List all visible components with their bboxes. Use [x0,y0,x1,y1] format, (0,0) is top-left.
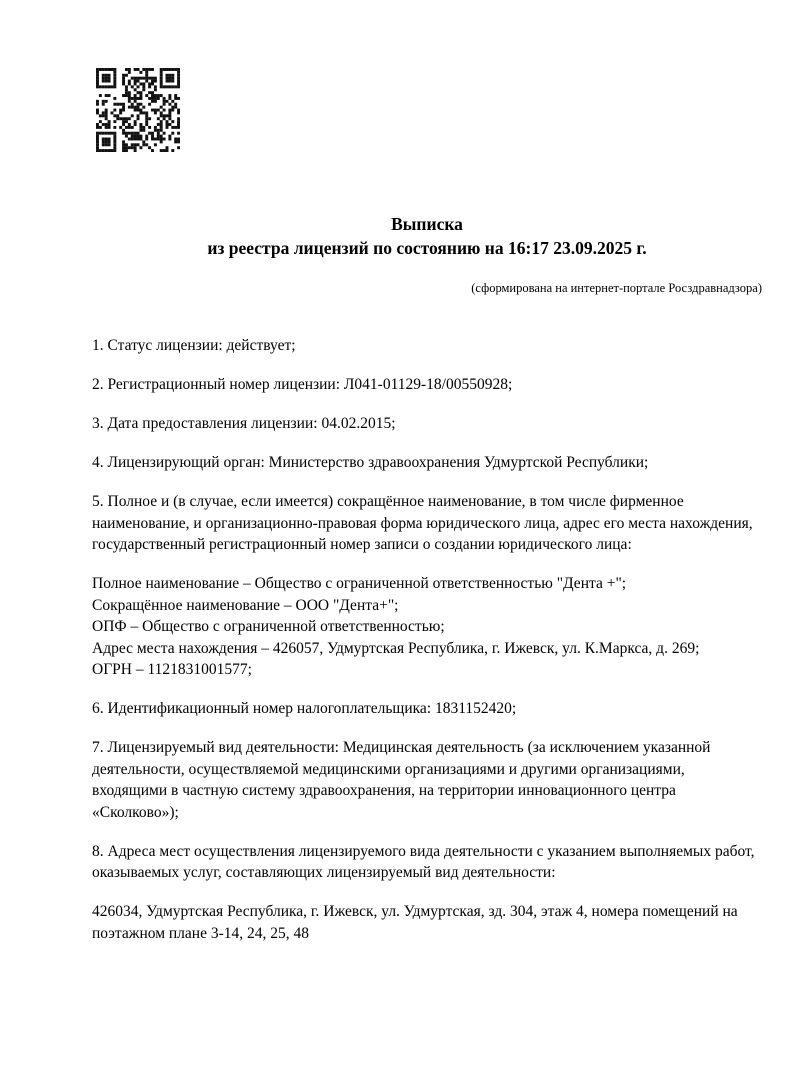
org-full-name: Полное наименование – Общество с ограниченной ответственностью "Дента +"; [92,575,627,592]
paragraph-org-info-intro: 5. Полное и (в случае, если имеется) сокращённое наименование, в том числе фирменное наименование, и организационно-правовая форма юридического лица, адрес его места нахождения, государственный регистрационный номер записи о создании юридического лица: [92,493,753,553]
paragraph-activity-address: 426034, Удмуртская Республика, г. Ижевск, ул. Удмуртская, зд. 304, этаж 4, номера помещений на поэтажном плане 3-14, 24, 25, 48 [92,903,738,942]
paragraph-inn: 6. Идентификационный номер налогоплательщика: 1831152420; [92,700,517,717]
paragraph-licensing-authority: 4. Лицензирующий орган: Министерство здравоохранения Удмуртской Республики; [92,454,649,471]
paragraph-license-date: 3. Дата предоставления лицензии: 04.02.2015; [92,415,396,432]
paragraph-org-details [92,573,762,681]
paragraph-activity-type: 7. Лицензируемый вид деятельности: Медицинская деятельность (за исключением указанной деятельности, осуществляемой медицинскими организациями и другими организациями, входящими в частную систему здравоохранения, на территории инновационного центра «Сколково»); [92,739,711,821]
org-short-name: Сокращённое наименование – ООО "Дента+"; [92,596,399,614]
org-legal-form: ОПФ – Общество с ограниченной ответственностью; [92,618,445,635]
org-ogrn: ОГРН – 1121831001577; [92,661,252,678]
paragraph-reg-number: 2. Регистрационный номер лицензии: Л041-01129-18/00550928; [92,376,513,393]
document-body [92,335,762,944]
title-line-1: Выписка [391,214,463,234]
paragraph-activity-addresses-intro: 8. Адреса мест осуществления лицензируемого вида деятельности с указанием выполняемых работ, оказываемых услуг, составляющих лицензируемый вид деятельности: [92,842,755,881]
document-title [92,212,762,260]
document-subtitle: (сформирована на интернет-портале Росздравнадзора) [471,281,762,295]
org-address: Адрес места нахождения – 426057, Удмуртская Республика, г. Ижевск, ул. К.Маркса, д. 269; [92,639,700,657]
document-content [92,212,762,944]
title-line-2: из реестра лицензий по состоянию на 16:17 23.09.2025 г. [207,238,647,258]
qr-code-icon [96,68,180,152]
paragraph-status: 1. Статус лицензии: действует; [92,337,296,354]
